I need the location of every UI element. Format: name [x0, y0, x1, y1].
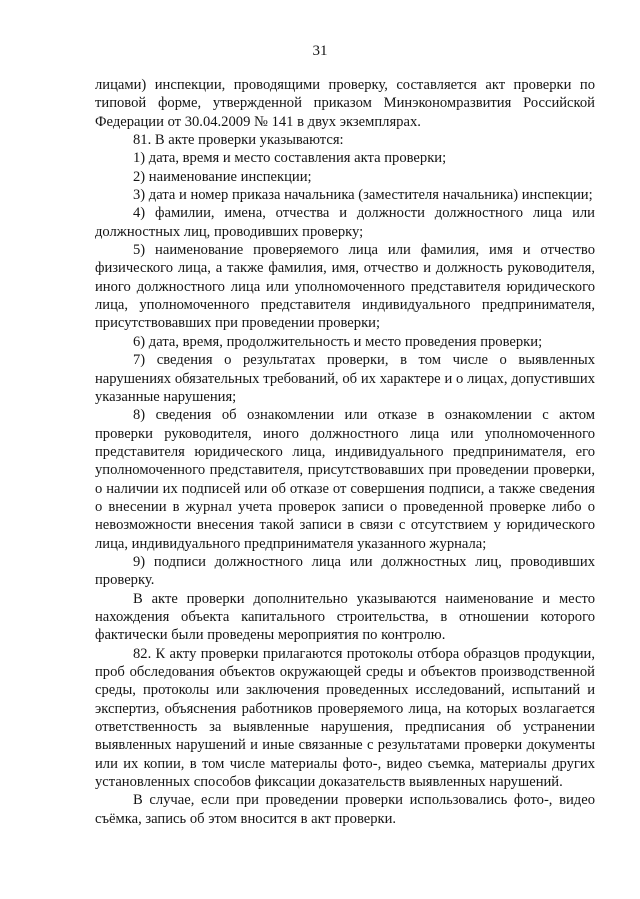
list-item-6: 6) дата, время, продолжительность и место проведения проверки; — [133, 333, 543, 350]
paragraph-82: 82. К акту проверки прилагаются протоколы отбора образцов продукции, проб обследования объектов окружающей среды и объектов производственной среды, протоколы или заключения проведенных исследований, испытаний и экспертиз, объяснения работников проверяемого лица, на которых возлагается ответственность за выявленные нарушения, предписания об устранении выявленных нарушений и иные связанные с результатами проверки документы или их копии, в том числе материалы фото-, видео съемка, материалы других установленных способов фиксации доказательств выявленных нарушений. — [95, 645, 595, 791]
list-item-4: 4) фамилии, имена, отчества и должности должностного лица или должностных лиц, проводивших проверку; — [95, 205, 595, 240]
paragraph-81-heading: 81. В акте проверки указываются: — [133, 132, 344, 149]
list-item-8: 8) сведения об ознакомлении или отказе в ознакомлении с актом проверки руководителя, иного должностного лица или уполномоченного представителя юридического лица, индивидуального предпринимателя, его уполномоченного представителя, присутствовавших при проведении проверки, о наличии их подписей или об отказе от совершения подписи, а также сведения о внесении в журнал учета проверок записи о проведенной проверке либо о невозможности внесения такой записи в связи с отсутствием у юридического лица, индивидуального предпринимателя указанного журнала; — [95, 407, 595, 552]
list-item-1: 1) дата, время и место составления акта проверки; — [133, 150, 447, 167]
page-number: 31 — [312, 43, 328, 59]
list-item-5: 5) наименование проверяемого лица или фамилия, имя и отчество физического лица, а также фамилия, имя, отчество и должность руководителя, иного должностного лица или уполномоченного представителя юридического лица, уполномоченного представителя индивидуального предпринимателя, присутствовавших при проведении проверки; — [95, 242, 595, 332]
list-item-3: 3) дата и номер приказа начальника (заместителя начальника) инспекции; — [133, 187, 593, 204]
paragraph-photo-video: В случае, если при проведении проверки использовались фото-, видео съёмка, запись об этом вносится в акт проверки. — [95, 792, 595, 827]
paragraph-continuation: лицами) инспекции, проводящими проверку, составляется акт проверки по типовой форме, утвержденной приказом Минэкономразвития Российской Федерации от 30.04.2009 № 141 в двух экземплярах. — [95, 77, 595, 130]
list-item-7: 7) сведения о результатах проверки, в том числе о выявленных нарушениях обязательных требований, об их характере и о лицах, допустивших указанные нарушения; — [95, 352, 595, 405]
list-item-9: 9) подписи должностного лица или должностных лиц, проводивших проверку. — [95, 553, 595, 589]
list-item-2: 2) наименование инспекции; — [133, 168, 312, 185]
paragraph-additional-info: В акте проверки дополнительно указываются наименование и место нахождения объекта капитального строительства, в отношении которого фактически были проведены мероприятия по контролю. — [95, 590, 595, 644]
document-body — [95, 76, 595, 828]
